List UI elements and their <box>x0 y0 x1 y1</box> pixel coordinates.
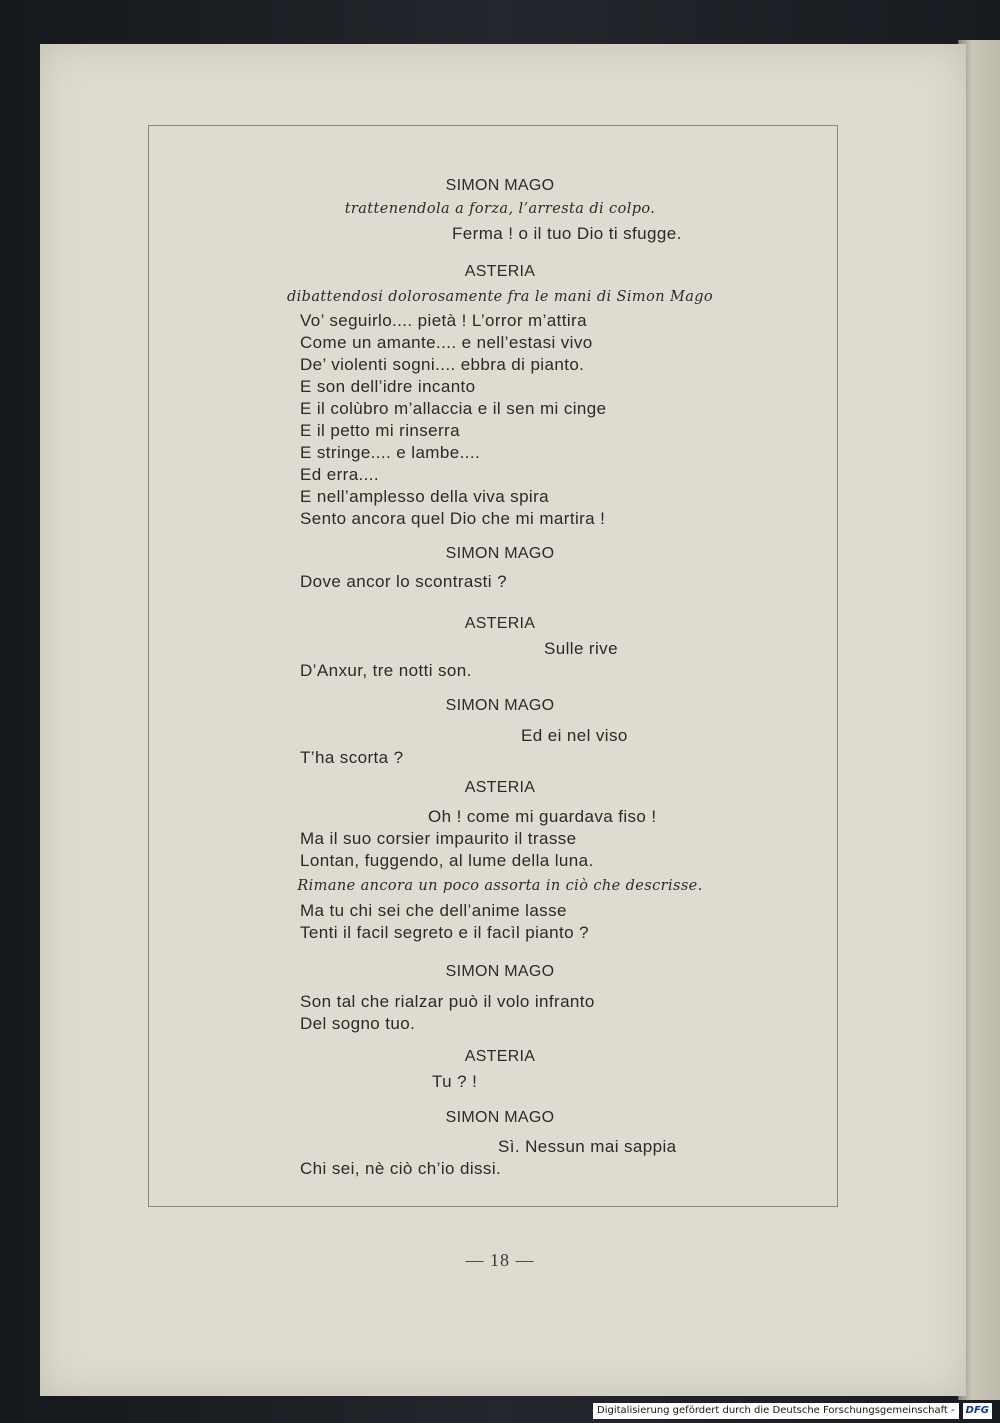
verse-line: T’ha scorta ? <box>300 748 404 767</box>
speaker-name: SIMON MAGO <box>445 963 555 980</box>
stage-direction: Rimane ancora un poco assorta in ciò che descrisse. <box>297 878 703 894</box>
verse-line: Ma tu chi sei che dell’anime lasse <box>300 901 567 920</box>
page-number: — 18 — <box>465 1250 535 1270</box>
verse-line: Vo’ seguirlo.... pietà ! L’orror m’attira <box>300 311 587 330</box>
verse-line: E nell’amplesso della viva spira <box>300 487 550 506</box>
stage-direction: dibattendosi dolorosamente fra le mani di Simon Mago <box>286 289 714 305</box>
speaker-name: ASTERIA <box>464 779 536 796</box>
verse-line: Come un amante.... e nell’estasi vivo <box>300 333 593 352</box>
verse-line: Sì. Nessun mai sappia <box>498 1137 677 1156</box>
verse-line: Dove ancor lo scontrasti ? <box>300 572 507 591</box>
verse-line: Chi sei, nè ciò ch’io dissi. <box>300 1159 502 1178</box>
digitization-footer <box>593 1403 992 1419</box>
verse-line: Sento ancora quel Dio che mi martira ! <box>300 509 606 528</box>
verse-line: Del sogno tuo. <box>300 1014 416 1033</box>
verse-line: Sulle rive <box>544 639 618 658</box>
verse-line: Tu ? ! <box>432 1072 478 1091</box>
stage-direction: trattenendola a forza, l’arresta di colpo. <box>344 201 656 217</box>
speaker-name: SIMON MAGO <box>445 177 555 194</box>
verse-line: Lontan, fuggendo, al lume della luna. <box>300 851 594 870</box>
verse-line: Ed ei nel viso <box>521 726 628 745</box>
verse-line: E il colùbro m’allaccia e il sen mi cinge <box>300 399 607 418</box>
verse-line: Son tal che rialzar può il volo infranto <box>300 992 595 1011</box>
speaker-name: SIMON MAGO <box>445 1109 555 1126</box>
speaker-name: ASTERIA <box>464 263 536 280</box>
verse-line: D’Anxur, tre notti son. <box>300 661 472 680</box>
verse-line: De’ violenti sogni.... ebbra di pianto. <box>300 355 585 374</box>
verse-line: Ed erra.... <box>300 465 380 484</box>
speaker-name: ASTERIA <box>464 615 536 632</box>
verse-line: E il petto mi rinserra <box>300 421 460 440</box>
footer-credit-text: Digitalisierung gefördert durch die Deutsche Forschungsgemeinschaft - <box>593 1403 959 1419</box>
verse-line: Tenti il facil segreto e il facìl pianto ? <box>300 923 589 942</box>
dfg-logo-icon: DFG <box>963 1403 992 1419</box>
verse-line: Ferma ! o il tuo Dio ti sfugge. <box>452 224 682 243</box>
verse-line: E son dell’idre incanto <box>300 377 476 396</box>
verse-line: E stringe.... e lambe.... <box>300 443 481 462</box>
verse-line: Ma il suo corsier impaurito il trasse <box>300 829 577 848</box>
speaker-name: ASTERIA <box>464 1048 536 1065</box>
verse-line: Oh ! come mi guardava fiso ! <box>428 807 657 826</box>
speaker-name: SIMON MAGO <box>445 697 555 714</box>
speaker-name: SIMON MAGO <box>445 545 555 562</box>
